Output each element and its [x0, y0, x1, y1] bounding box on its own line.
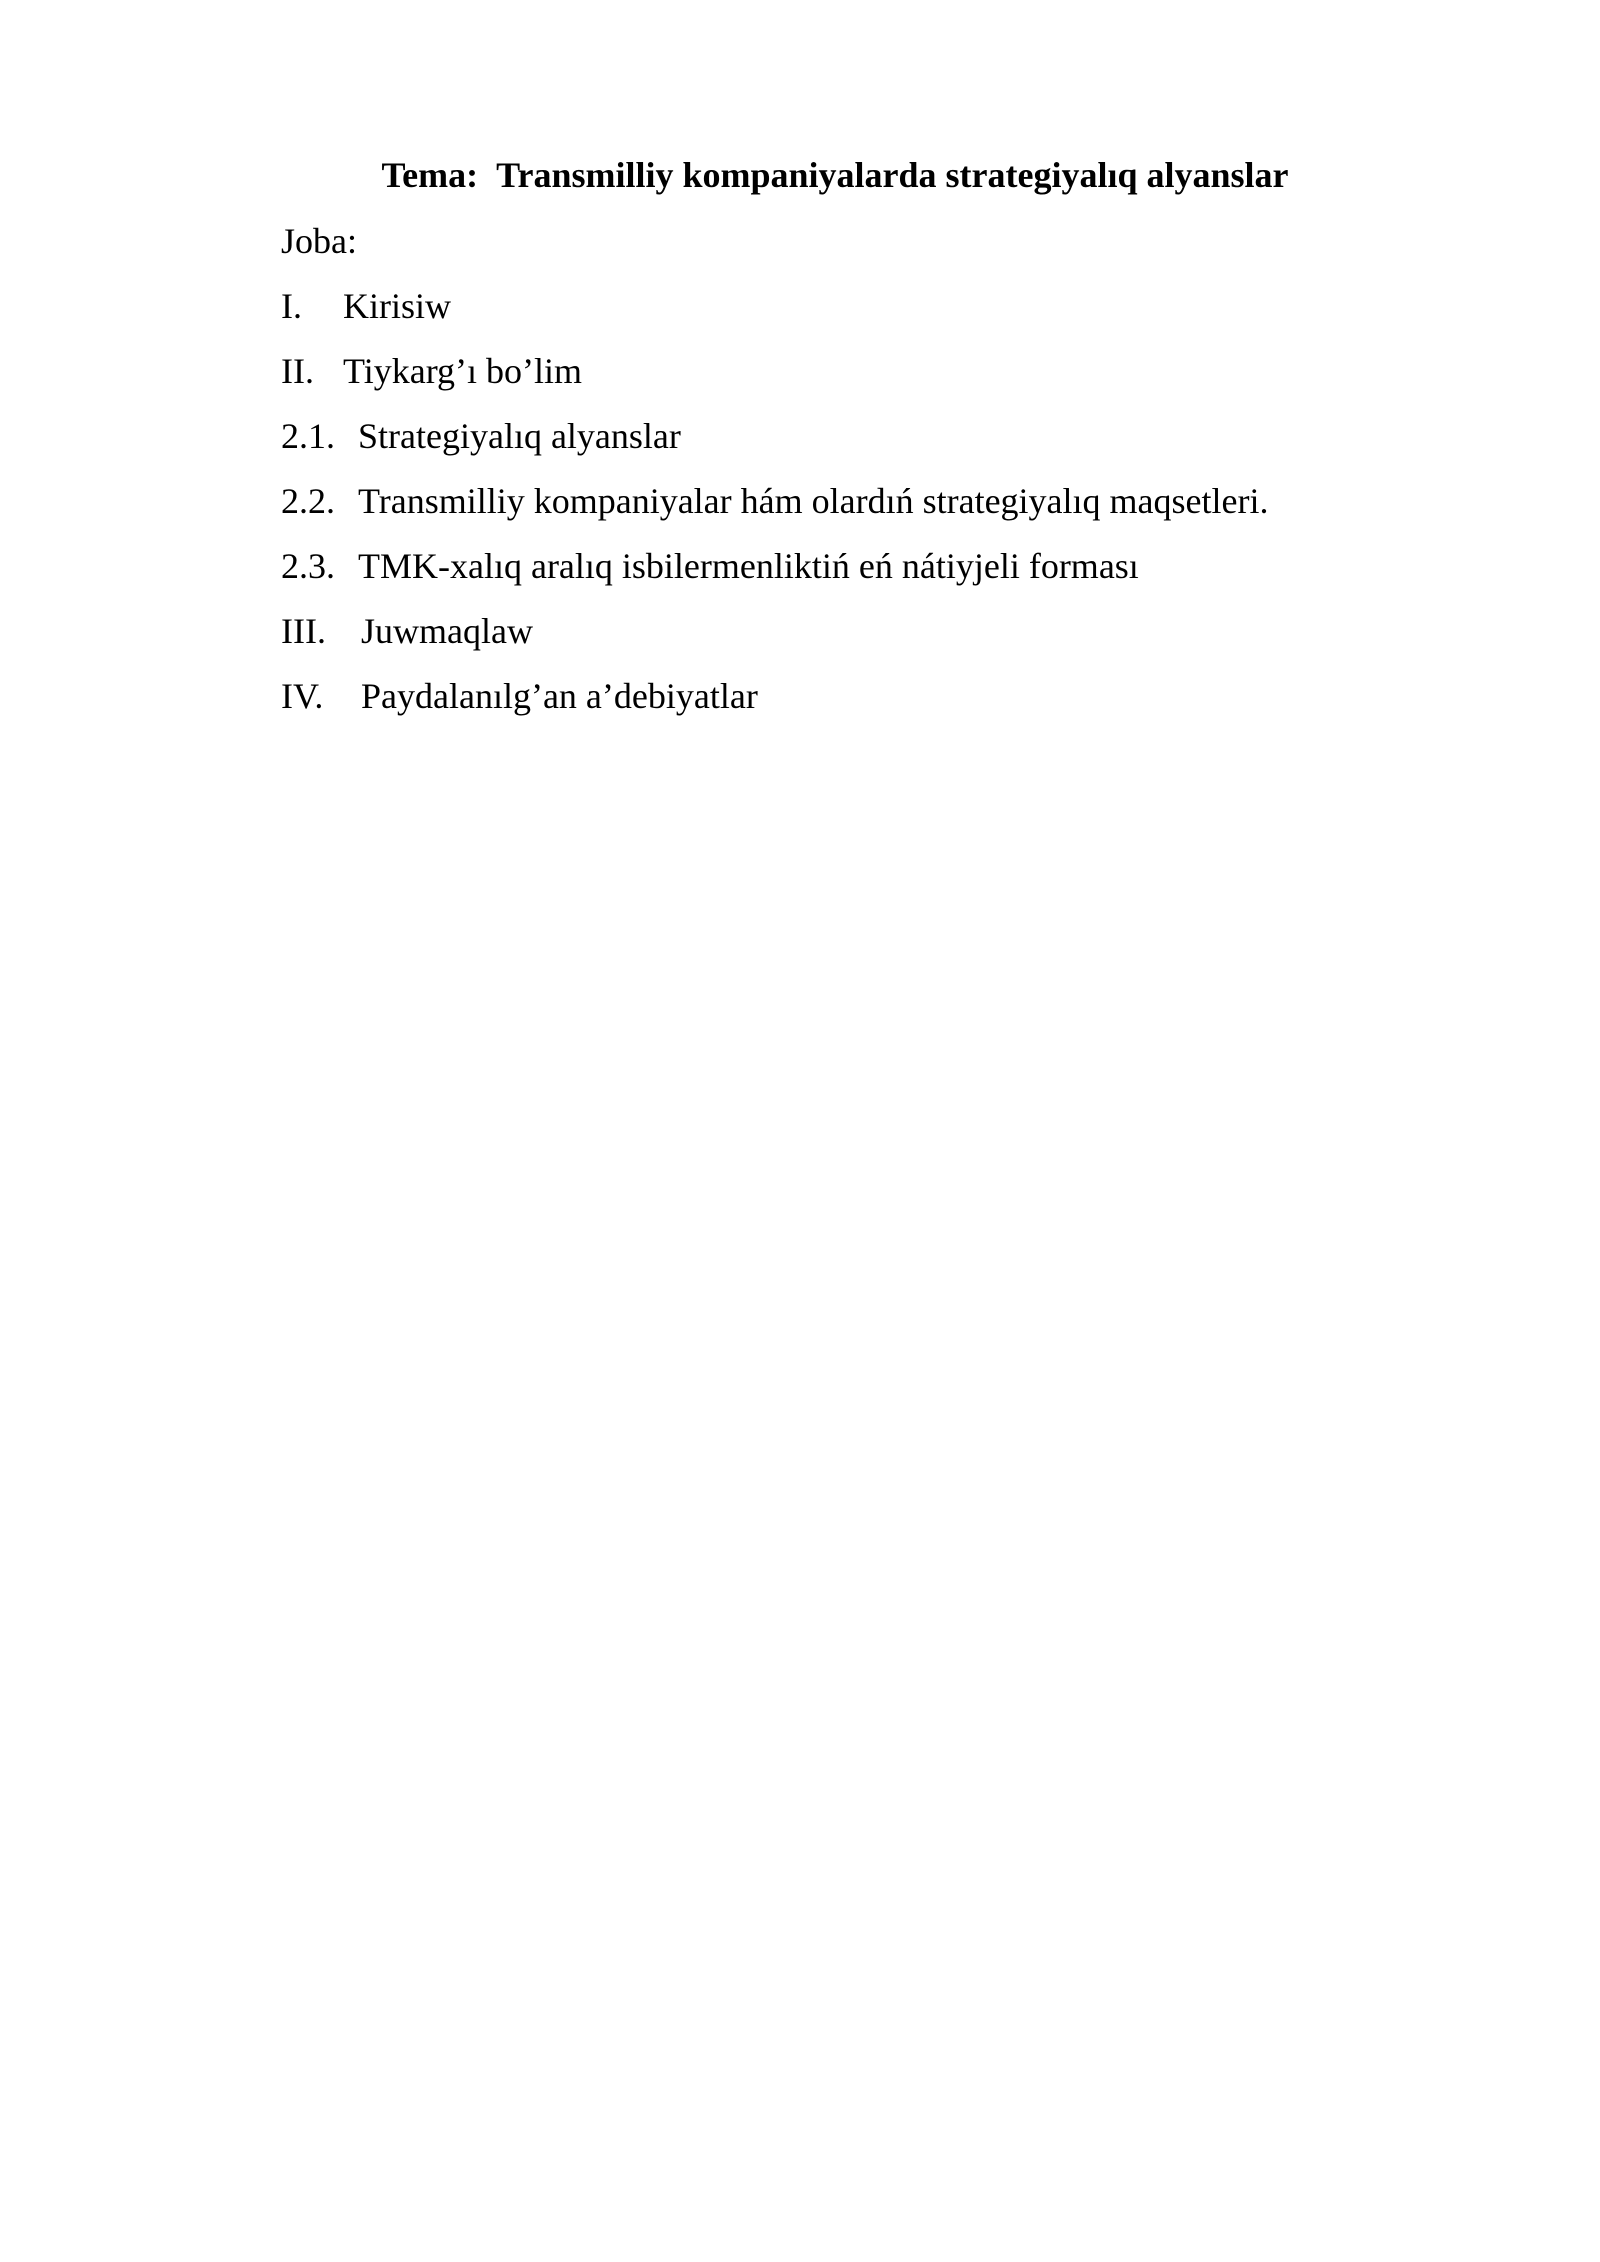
toc-item-conclusion [281, 606, 1268, 671]
title-label: Tema: [381, 155, 479, 195]
toc-item-number: 2.2. [281, 481, 335, 521]
toc-item-text: Paydalanılg’an a’debiyatlar [361, 676, 758, 716]
toc-item-section-2-2 [281, 476, 1268, 541]
toc-item-text: Transmilliy kompaniyalar hám olardıń strategiyalıq maqsetleri. [358, 481, 1269, 521]
toc-item-text: TMK-xalıq aralıq isbilermenliktiń eń nátiyjeli forması [358, 546, 1139, 586]
toc-item-number: I. [281, 286, 302, 326]
title-text: Transmilliy kompaniyalarda strategiyalıq alyanslar [496, 155, 1289, 195]
document-title [0, 150, 1600, 200]
toc-item-text: Strategiyalıq alyanslar [358, 416, 681, 456]
toc-item-number: 2.3. [281, 546, 335, 586]
toc-item-section-2-3 [281, 541, 1268, 606]
toc-item-number: IV. [281, 676, 324, 716]
toc-item-section-2-1 [281, 411, 1268, 476]
toc-item-text: Kirisiw [343, 286, 451, 326]
table-of-contents [281, 281, 1268, 736]
toc-item-references [281, 671, 1268, 736]
plan-heading: Joba: [281, 221, 357, 261]
toc-item-number: III. [281, 611, 326, 651]
toc-item-text: Tiykarg’ı bo’lim [343, 351, 583, 391]
toc-item-main-part [281, 346, 1268, 411]
toc-item-number: II. [281, 351, 314, 391]
toc-item-number: 2.1. [281, 416, 335, 456]
toc-item-introduction [281, 281, 1268, 346]
toc-item-text: Juwmaqlaw [361, 611, 533, 651]
